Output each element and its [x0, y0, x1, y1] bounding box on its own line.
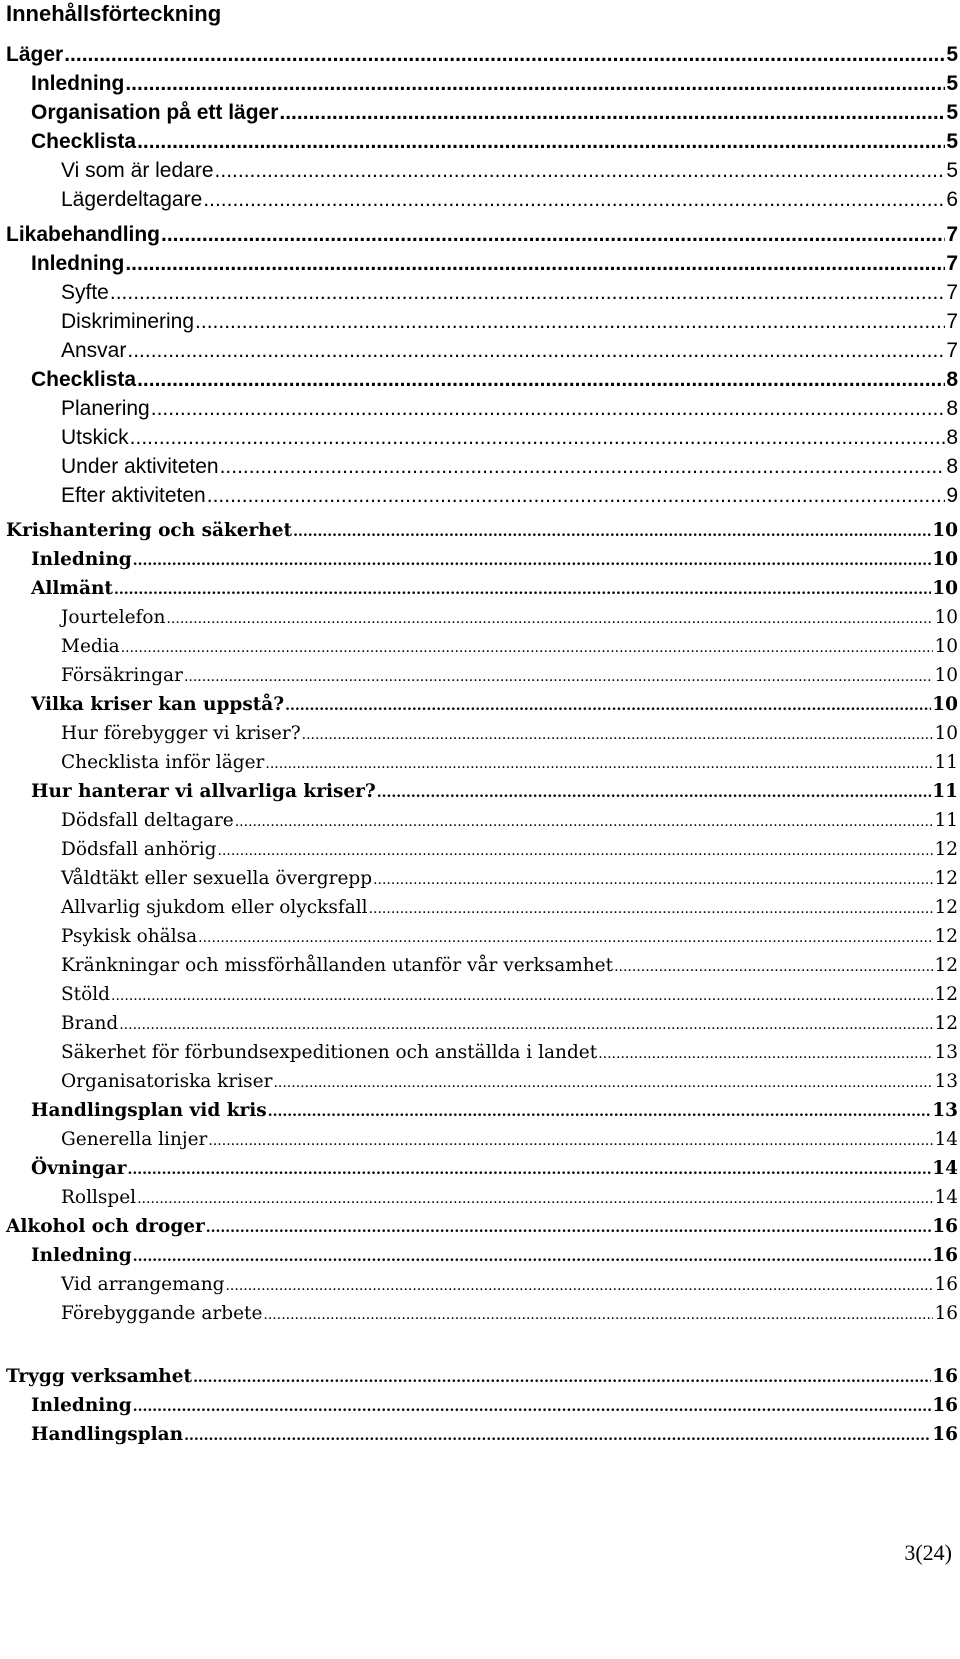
toc-entry[interactable] [6, 1212, 958, 1241]
toc-entry-label: Syfte [61, 281, 109, 304]
toc-dot-leader [193, 1362, 931, 1393]
toc-entry[interactable] [6, 603, 958, 632]
toc-entry[interactable] [6, 127, 958, 156]
toc-entry-label: Kränkningar och missförhållanden utanför vår verksamhet [61, 955, 614, 976]
toc-entry-label: Läger [6, 43, 64, 66]
toc-entry-page: 13 [934, 1071, 958, 1092]
toc-entry-label: Stöld [61, 984, 111, 1005]
toc-entry-label: Dödsfall anhörig [61, 839, 217, 860]
toc-entry-page: 10 [934, 665, 958, 686]
toc-dot-leader [125, 249, 945, 278]
toc-entry-page: 9 [946, 484, 958, 507]
toc-entry-page: 10 [934, 636, 958, 657]
toc-dot-leader [137, 1183, 933, 1214]
toc-entry-label: Hur hanterar vi allvarliga kriser? [31, 781, 376, 802]
toc-entry[interactable] [6, 922, 958, 951]
toc-entry[interactable] [6, 452, 958, 481]
toc-entry[interactable] [6, 748, 958, 777]
toc-entry-page: 10 [932, 520, 958, 541]
toc-entry-page: 5 [946, 43, 958, 66]
toc-entry-label: Vid arrangemang [61, 1274, 225, 1295]
toc-entry-page: 7 [946, 310, 958, 333]
toc-entry-page: 14 [934, 1129, 958, 1150]
toc-entry[interactable] [6, 249, 958, 278]
toc-section [6, 40, 958, 214]
toc-dot-leader [273, 1067, 933, 1098]
toc-entry-label: Säkerhet för förbundsexpeditionen och anställda i landet [61, 1042, 598, 1063]
toc-entry-page: 16 [932, 1366, 958, 1387]
toc-dot-leader [598, 1038, 933, 1069]
toc-entry-label: Våldtäkt eller sexuella övergrepp [61, 868, 373, 889]
toc-entry[interactable] [6, 394, 958, 423]
toc-entry-page: 12 [934, 868, 958, 889]
toc-entry-page: 8 [946, 426, 958, 449]
toc-dot-leader [184, 1420, 931, 1451]
toc-dot-leader [285, 690, 931, 721]
toc-entries [6, 40, 958, 1449]
toc-entry-page: 5 [946, 101, 958, 124]
toc-entry-label: Checklista [31, 130, 137, 153]
toc-entry-label: Utskick [61, 426, 129, 449]
toc-entry-label: Diskriminering [61, 310, 195, 333]
toc-entry[interactable] [6, 307, 958, 336]
toc-entry-label: Krishantering och säkerhet [6, 520, 293, 541]
toc-entry-label: Handlingsplan [31, 1424, 184, 1445]
toc-entry[interactable] [6, 1299, 958, 1328]
toc-entry[interactable] [6, 1154, 958, 1183]
toc-dot-leader [151, 394, 946, 423]
toc-dot-leader [114, 574, 931, 605]
toc-entry-label: Efter aktiviteten [61, 484, 206, 507]
toc-entry[interactable] [6, 365, 958, 394]
toc-dot-leader [206, 1212, 931, 1243]
toc-entry-page: 11 [934, 752, 958, 773]
toc-entry[interactable] [6, 481, 958, 510]
toc-dot-leader [377, 777, 931, 808]
toc-entry-label: Alkohol och droger [6, 1216, 205, 1237]
toc-entry-label: Checklista inför läger [61, 752, 265, 773]
toc-entry-page: 12 [934, 839, 958, 860]
toc-entry-page: 13 [934, 1042, 958, 1063]
toc-entry[interactable] [6, 1270, 958, 1299]
toc-entry-label: Övningar [31, 1158, 127, 1179]
toc-entry-page: 16 [932, 1395, 958, 1416]
toc-entry-page: 10 [934, 607, 958, 628]
toc-entry-label: Försäkringar [61, 665, 183, 686]
toc-dot-leader [133, 545, 932, 576]
toc-entry[interactable] [6, 777, 958, 806]
toc-dot-leader [127, 1154, 931, 1185]
toc-section [6, 220, 958, 510]
toc-entry-label: Inledning [31, 549, 132, 570]
page-number: 3(24) [904, 1540, 952, 1565]
toc-dot-leader [225, 1270, 933, 1301]
toc-dot-leader [207, 481, 946, 510]
toc-entry[interactable] [6, 278, 958, 307]
toc-entry-label: Lägerdeltagare [61, 188, 203, 211]
toc-entry-label: Inledning [31, 1245, 132, 1266]
toc-entry-label: Psykisk ohälsa [61, 926, 198, 947]
toc-section [6, 1362, 958, 1449]
toc-dot-leader [133, 1391, 932, 1422]
toc-section [6, 1212, 958, 1328]
toc-dot-leader [161, 220, 945, 249]
toc-entry[interactable] [6, 719, 958, 748]
toc-entry-label: Förebyggande arbete [61, 1303, 263, 1324]
toc-entry-page: 10 [932, 694, 958, 715]
toc-entry-label: Vi som är ledare [61, 159, 214, 182]
toc-entry[interactable] [6, 1125, 958, 1154]
toc-entry-label: Checklista [31, 368, 137, 391]
toc-dot-leader [293, 516, 931, 547]
toc-section [6, 516, 958, 1212]
toc-entry-label: Under aktiviteten [61, 455, 219, 478]
toc-entry[interactable] [6, 40, 958, 69]
toc-entry[interactable] [6, 835, 958, 864]
toc-entry[interactable] [6, 1241, 958, 1270]
toc-entry-page: 10 [932, 578, 958, 599]
toc-entry[interactable] [6, 574, 958, 603]
toc-dot-leader [279, 98, 945, 127]
toc-dot-leader [133, 1241, 932, 1272]
toc-entry-page: 7 [946, 252, 958, 275]
toc-entry-page: 7 [946, 339, 958, 362]
toc-entry-page: 7 [946, 281, 958, 304]
toc-entry-label: Jourtelefon [61, 607, 166, 628]
toc-dot-leader [64, 40, 945, 69]
toc-entry-label: Planering [61, 397, 150, 420]
toc-entry-label: Allvarlig sjukdom eller olycksfall [61, 897, 368, 918]
toc-dot-leader [208, 1125, 933, 1156]
toc-entry[interactable] [6, 185, 958, 214]
toc-entry[interactable] [6, 806, 958, 835]
toc-entry-label: Trygg verksamhet [6, 1366, 193, 1387]
toc-entry[interactable] [6, 1420, 958, 1449]
toc-entry-page: 16 [932, 1216, 958, 1237]
toc-entry-page: 13 [932, 1100, 958, 1121]
toc-entry[interactable] [6, 1096, 958, 1125]
toc-entry[interactable] [6, 661, 958, 690]
toc-entry-page: 8 [946, 397, 958, 420]
toc-dot-leader [119, 1009, 933, 1040]
toc-dot-leader [127, 336, 945, 365]
toc-entry-page: 5 [946, 159, 958, 182]
toc-entry[interactable] [6, 864, 958, 893]
toc-entry-label: Generella linjer [61, 1129, 208, 1150]
toc-dot-leader [215, 156, 946, 185]
toc-entry-page: 16 [932, 1424, 958, 1445]
toc-entry-page: 11 [932, 781, 958, 802]
toc-entry-label: Vilka kriser kan uppstå? [31, 694, 285, 715]
toc-entry[interactable] [6, 516, 958, 545]
toc-entry-page: 5 [946, 72, 958, 95]
toc-dot-leader [373, 864, 933, 895]
toc-entry-label: Inledning [31, 72, 125, 95]
toc-entry-label: Likabehandling [6, 223, 161, 246]
toc-dot-leader [125, 69, 945, 98]
toc-dot-leader [235, 806, 934, 837]
toc-entry-page: 12 [934, 955, 958, 976]
toc-entry-label: Hur förebygger vi kriser? [61, 723, 301, 744]
toc-entry[interactable] [6, 690, 958, 719]
toc-entry-label: Brand [61, 1013, 119, 1034]
toc-entry-label: Ansvar [61, 339, 127, 362]
toc-dot-leader [614, 951, 933, 982]
toc-entry-page: 14 [934, 1187, 958, 1208]
toc-entry[interactable] [6, 69, 958, 98]
toc-entry[interactable] [6, 893, 958, 922]
toc-entry[interactable] [6, 1391, 958, 1420]
toc-entry-page: 8 [946, 368, 958, 391]
toc-dot-leader [121, 632, 934, 663]
toc-entry[interactable] [6, 220, 958, 249]
toc-dot-leader [265, 748, 933, 779]
toc-entry[interactable] [6, 980, 958, 1009]
toc-entry[interactable] [6, 423, 958, 452]
toc-entry[interactable] [6, 1038, 958, 1067]
toc-entry[interactable] [6, 156, 958, 185]
toc-dot-leader [369, 893, 934, 924]
toc-entry[interactable] [6, 336, 958, 365]
toc-entry-page: 12 [934, 897, 958, 918]
toc-entry-label: Handlingsplan vid kris [31, 1100, 267, 1121]
toc-entry-label: Organisation på ett läger [31, 101, 279, 124]
toc-dot-leader [195, 307, 945, 336]
toc-entry-page: 14 [932, 1158, 958, 1179]
toc-entry[interactable] [6, 98, 958, 127]
toc-entry-page: 10 [934, 723, 958, 744]
toc-entry-page: 5 [946, 130, 958, 153]
toc-title: Innehållsförteckning [6, 1, 222, 26]
toc-dot-leader [263, 1299, 933, 1330]
toc-dot-leader [166, 603, 933, 634]
toc-entry-page: 16 [932, 1245, 958, 1266]
toc-entry[interactable] [6, 632, 958, 661]
toc-entry-page: 12 [934, 1013, 958, 1034]
toc-entry-label: Dödsfall deltagare [61, 810, 234, 831]
toc-entry-label: Allmänt [31, 578, 113, 599]
toc-dot-leader [184, 661, 934, 692]
toc-entry[interactable] [6, 1009, 958, 1038]
toc-dot-leader [137, 365, 945, 394]
toc-dot-leader [130, 423, 946, 452]
toc-entry-label: Inledning [31, 252, 125, 275]
toc-entry-page: 7 [946, 223, 958, 246]
toc-entry-label: Media [61, 636, 120, 657]
toc-entry-page: 6 [946, 188, 958, 211]
toc-entry-page: 11 [934, 810, 958, 831]
toc-dot-leader [198, 922, 933, 953]
toc-entry-label: Inledning [31, 1395, 132, 1416]
toc-dot-leader [220, 452, 946, 481]
toc-entry-label: Rollspel [61, 1187, 137, 1208]
toc-entry-page: 12 [934, 926, 958, 947]
toc-entry-page: 8 [946, 455, 958, 478]
toc-dot-leader [203, 185, 945, 214]
toc-dot-leader [218, 835, 934, 866]
toc-dot-leader [110, 278, 945, 307]
toc-entry[interactable] [6, 1067, 958, 1096]
toc-entry-label: Organisatoriska kriser [61, 1071, 273, 1092]
toc-entry[interactable] [6, 1362, 958, 1391]
toc-entry-page: 12 [934, 984, 958, 1005]
toc-entry-page: 10 [932, 549, 958, 570]
toc-entry-page: 16 [934, 1274, 958, 1295]
table-of-contents [6, 0, 958, 1449]
toc-entry[interactable] [6, 1183, 958, 1212]
toc-dot-leader [268, 1096, 932, 1127]
toc-entry-page: 16 [934, 1303, 958, 1324]
toc-dot-leader [302, 719, 934, 750]
toc-entry[interactable] [6, 951, 958, 980]
toc-dot-leader [137, 127, 945, 156]
toc-dot-leader [111, 980, 933, 1011]
toc-entry[interactable] [6, 545, 958, 574]
